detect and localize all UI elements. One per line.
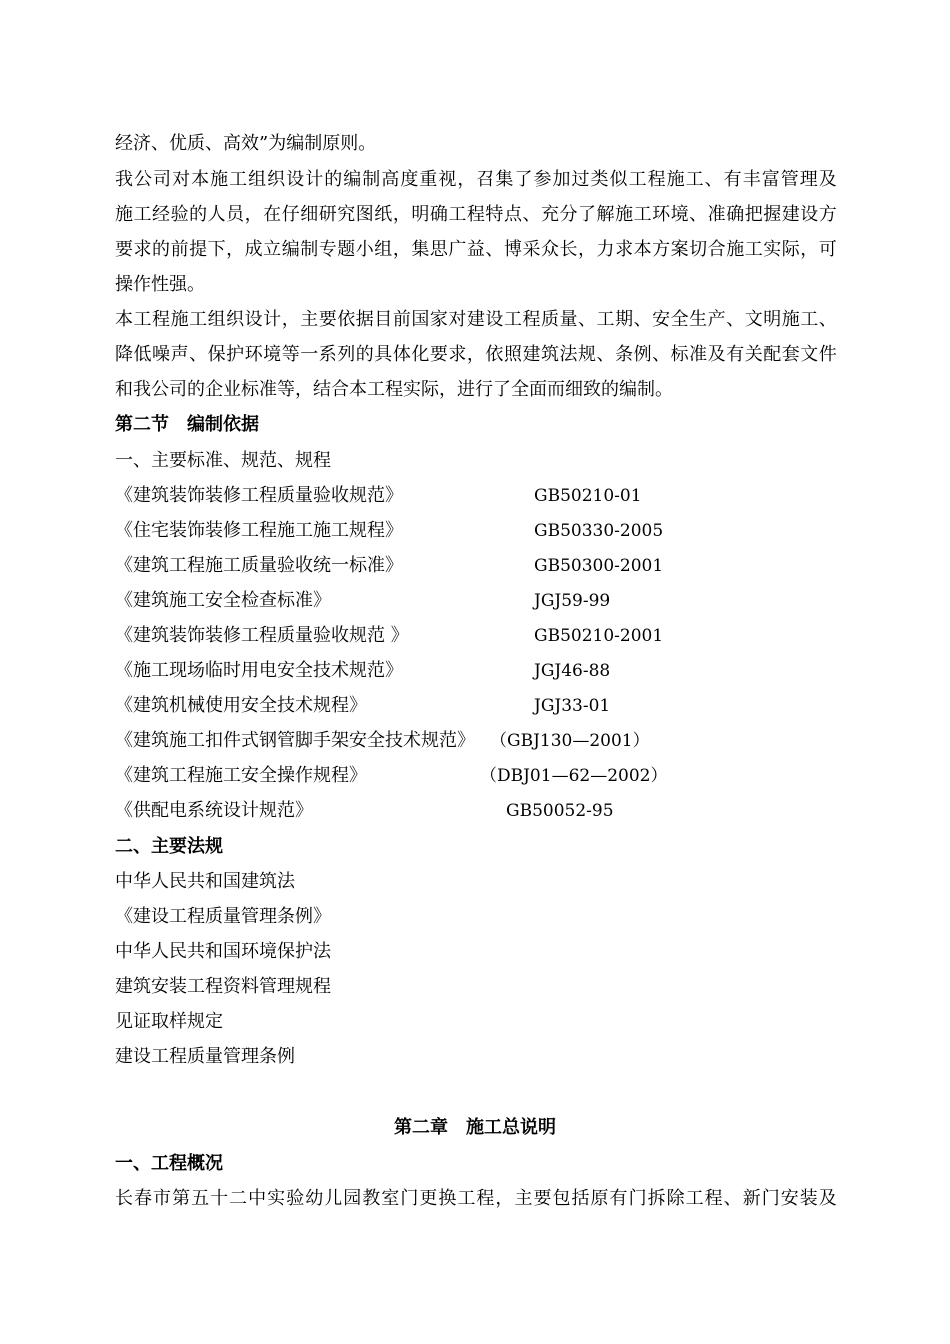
- standard-code: （DBJ01—62—2002）: [480, 766, 668, 786]
- intro-paragraph-1-line-3: 要求的前提下，成立编制专题小组，集思广益、博采众长，力求本方案切合施工实际，可: [115, 239, 837, 260]
- standard-name: 《建筑施工安全检查标准》: [115, 590, 331, 611]
- standard-name: 《建筑施工扣件式钢管脚手架安全技术规范》: [115, 730, 475, 751]
- standard-code: GB50300-2001: [534, 556, 664, 576]
- standard-name: 《施工现场临时用电安全技术规范》: [115, 660, 403, 681]
- subsection-heading-standards: 一、主要标准、规范、规程: [115, 450, 331, 471]
- intro-paragraph-1-line-4: 操作性强。: [115, 274, 205, 295]
- standard-code: JGJ33-01: [534, 696, 611, 716]
- subsection-heading-laws: 二、主要法规: [115, 836, 223, 857]
- law-item: 《建设工程质量管理条例》: [115, 906, 331, 927]
- standard-name: 《建筑工程施工质量验收统一标准》: [115, 555, 403, 576]
- law-item: 中华人民共和国环境保护法: [115, 941, 331, 962]
- standard-name: 《建筑机械使用安全技术规程》: [115, 695, 367, 716]
- intro-paragraph-2-line-3: 和我公司的企业标准等，结合本工程实际，进行了全面而细致的编制。: [115, 379, 673, 400]
- standard-code: GB50210-2001: [534, 626, 664, 646]
- overview-paragraph-line-1: 长春市第五十二中实验幼儿园教室门更换工程，主要包括原有门拆除工程、新门安装及: [115, 1188, 837, 1209]
- section-heading: 第二节 编制依据: [115, 414, 259, 435]
- intro-paragraph-2-line-2: 降低噪声、保护环境等一系列的具体化要求，依照建筑法规、条例、标准及有关配套文件: [115, 344, 837, 365]
- intro-paragraph-2-line-1: 本工程施工组织设计，主要依据目前国家对建设工程质量、工期、安全生产、文明施工、: [115, 309, 837, 330]
- standard-name: 《供配电系统设计规范》: [115, 800, 313, 821]
- law-item: 建设工程质量管理条例: [115, 1046, 295, 1067]
- law-item: 建筑安装工程资料管理规程: [115, 976, 331, 997]
- standard-name: 《建筑工程施工安全操作规程》: [115, 765, 367, 786]
- intro-paragraph-1-line-1: 我公司对本施工组织设计的编制高度重视，召集了参加过类似工程施工、有丰富管理及: [115, 169, 837, 190]
- standard-code: JGJ46-88: [534, 661, 611, 681]
- standard-code: GB50210-01: [534, 486, 642, 506]
- intro-paragraph-end: 经济、优质、高效”为编制原则。: [115, 133, 377, 154]
- subsection-heading-overview: 一、工程概况: [115, 1153, 223, 1174]
- law-item: 中华人民共和国建筑法: [115, 871, 295, 892]
- intro-paragraph-1-line-2: 施工经验的人员，在仔细研究图纸，明确工程特点、充分了解施工环境、准确把握建设方: [115, 204, 837, 225]
- standard-code: GB50330-2005: [534, 521, 664, 541]
- standard-code: GB50052-95: [506, 801, 614, 821]
- standard-name: 《建筑装饰装修工程质量验收规范 》: [115, 625, 409, 646]
- standard-code: JGJ59-99: [534, 591, 611, 611]
- standard-name: 《建筑装饰装修工程质量验收规范》: [115, 485, 403, 506]
- standard-code: （GBJ130—2001）: [490, 731, 650, 751]
- standard-name: 《住宅装饰装修工程施工施工规程》: [115, 520, 403, 541]
- chapter-heading: 第二章 施工总说明: [394, 1117, 556, 1138]
- law-item: 见证取样规定: [115, 1011, 223, 1032]
